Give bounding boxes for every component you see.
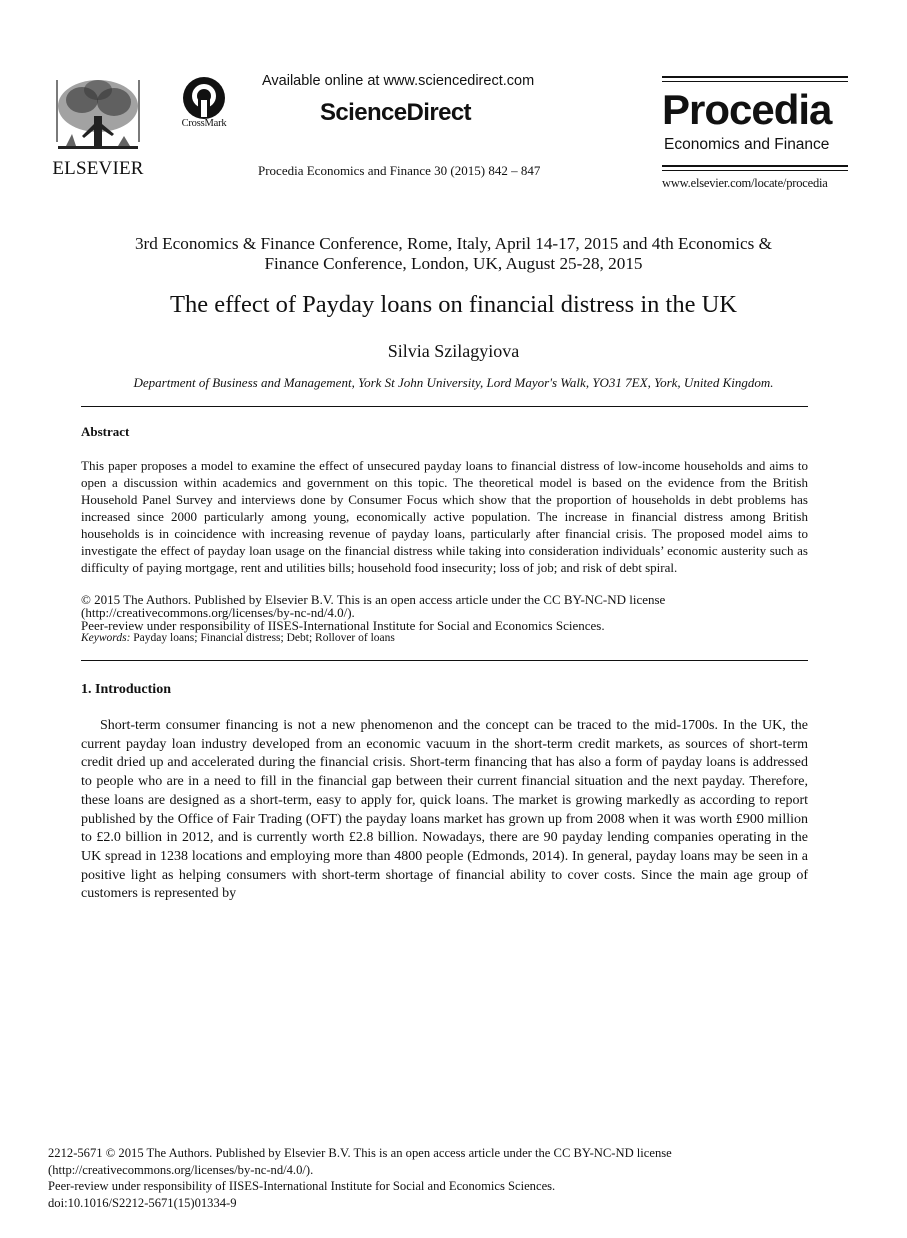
abstract-copyright bbox=[81, 593, 808, 632]
journal-reference: Procedia Economics and Finance 30 (2015) 842 – 847 bbox=[258, 163, 541, 178]
paper-title: The effect of Payday loans on financial distress in the UK bbox=[170, 291, 737, 318]
page-footer bbox=[48, 1145, 672, 1211]
author-name: Silvia Szilagyiova bbox=[387, 341, 520, 361]
license-link[interactable]: (http://creativecommons.org/licenses/by-nc-nd/4.0/). bbox=[81, 605, 355, 620]
copyright-line: © 2015 The Authors. Published by Elsevier B.V. This is an open access article under the CC BY-NC-ND license bbox=[81, 592, 666, 607]
available-online-text: Available online at www.sciencedirect.com bbox=[262, 73, 535, 89]
author-affiliation: Department of Business and Management, York St John University, Lord Mayor's Walk, YO31 7EX, York, United Kingdom. bbox=[133, 375, 774, 390]
procedia-title: Procedia bbox=[662, 86, 832, 133]
conference-line-2: Finance Conference, London, UK, August 25-28, 2015 bbox=[264, 254, 643, 273]
procedia-url[interactable]: www.elsevier.com/locate/procedia bbox=[662, 176, 828, 190]
procedia-top-rule-thin bbox=[662, 81, 848, 82]
footer-license-link[interactable]: (http://creativecommons.org/licenses/by-nc-nd/4.0/). bbox=[48, 1162, 314, 1177]
abstract-bottom-rule bbox=[81, 660, 808, 661]
procedia-top-rule bbox=[662, 76, 848, 78]
footer-peer-review: Peer-review under responsibility of IISES-International Institute for Social and Economics Sciences. bbox=[48, 1179, 556, 1193]
keywords bbox=[81, 632, 395, 644]
introduction-body: Short-term consumer financing is not a new phenomenon and the concept can be traced to the mid-1700s. In the UK, the current payday loan industry developed from an economic vacuum in the short-term credit markets, as sources of short-term credit dried up and accelerated during the financial crisis. Short-term financing that has also a form of payday loans is addressed to people who are in a need to fill in the financial gap between their current financial situation and the next payday. Therefore, these loans are designed as a short-term, easy to apply for, quick loans. The market is growing markedly as according to report published by the Office of Fair Trading (OFT) the payday loans market has grown up from 2008 when it was worth £900 million to £2.0 billion in 2012, and is currently worth £2.8 billion. Nowadays, there are 90 payday lending companies operating in the UK spread in 1238 locations and employing more than 4800 people (Edmonds, 2014). In general, payday loans may be seen in a positive light as helping consumers with short-term shortage of financial ability to cover costs. Since the main age group of customers is represented by bbox=[81, 718, 808, 902]
conference-line-1: 3rd Economics & Finance Conference, Rome, Italy, April 14-17, 2015 and 4th Economics & bbox=[134, 234, 773, 253]
elsevier-wordmark: ELSEVIER bbox=[52, 158, 144, 179]
crossmark-label: CrossMark bbox=[181, 118, 227, 129]
section-heading-introduction: 1. Introduction bbox=[81, 682, 171, 697]
keywords-label: Keywords: bbox=[81, 632, 131, 644]
elsevier-tree-logo-icon bbox=[52, 76, 144, 158]
procedia-subtitle: Economics and Finance bbox=[664, 136, 830, 153]
abstract-top-rule bbox=[81, 406, 808, 407]
footer-issn-license: 2212-5671 © 2015 The Authors. Published by Elsevier B.V. This is an open access article under the CC BY-NC-ND license bbox=[48, 1146, 672, 1160]
keywords-list: Payday loans; Financial distress; Debt; Rollover of loans bbox=[130, 632, 395, 644]
crossmark-icon[interactable] bbox=[181, 75, 227, 121]
peer-review-line: Peer-review under responsibility of IISES-International Institute for Social and Economics Sciences. bbox=[81, 618, 605, 633]
abstract-body: This paper proposes a model to examine the effect of unsecured payday loans to financial distress of low-income households and aims to open a discussion within academics and government on this topic. The theoretical model is based on the evidence from the British Household Panel Survey and interviews done by Consumer Focus which show that the proportion of households in debt problems has increased since 2000 particularly among young, economically active population. The increase in financial distress among British households is in coincidence with increasing revenue of payday loans, particularly after financial crisis. The proposed model aims to investigate the effect of payday loan usage on the financial distress while taking into consideration individuals’ economic austerity such as difficulty of paying mortgage, rent and utilities bills; household food insecurity; loss of job; and risk of debt spiral. bbox=[81, 458, 808, 575]
sciencedirect-logo: ScienceDirect bbox=[320, 99, 471, 126]
footer-doi[interactable]: doi:10.1016/S2212-5671(15)01334-9 bbox=[48, 1195, 237, 1210]
abstract-heading: Abstract bbox=[81, 424, 130, 439]
procedia-bottom-rule-thin bbox=[662, 170, 848, 171]
conference-info bbox=[60, 234, 847, 274]
procedia-bottom-rule bbox=[662, 165, 848, 167]
